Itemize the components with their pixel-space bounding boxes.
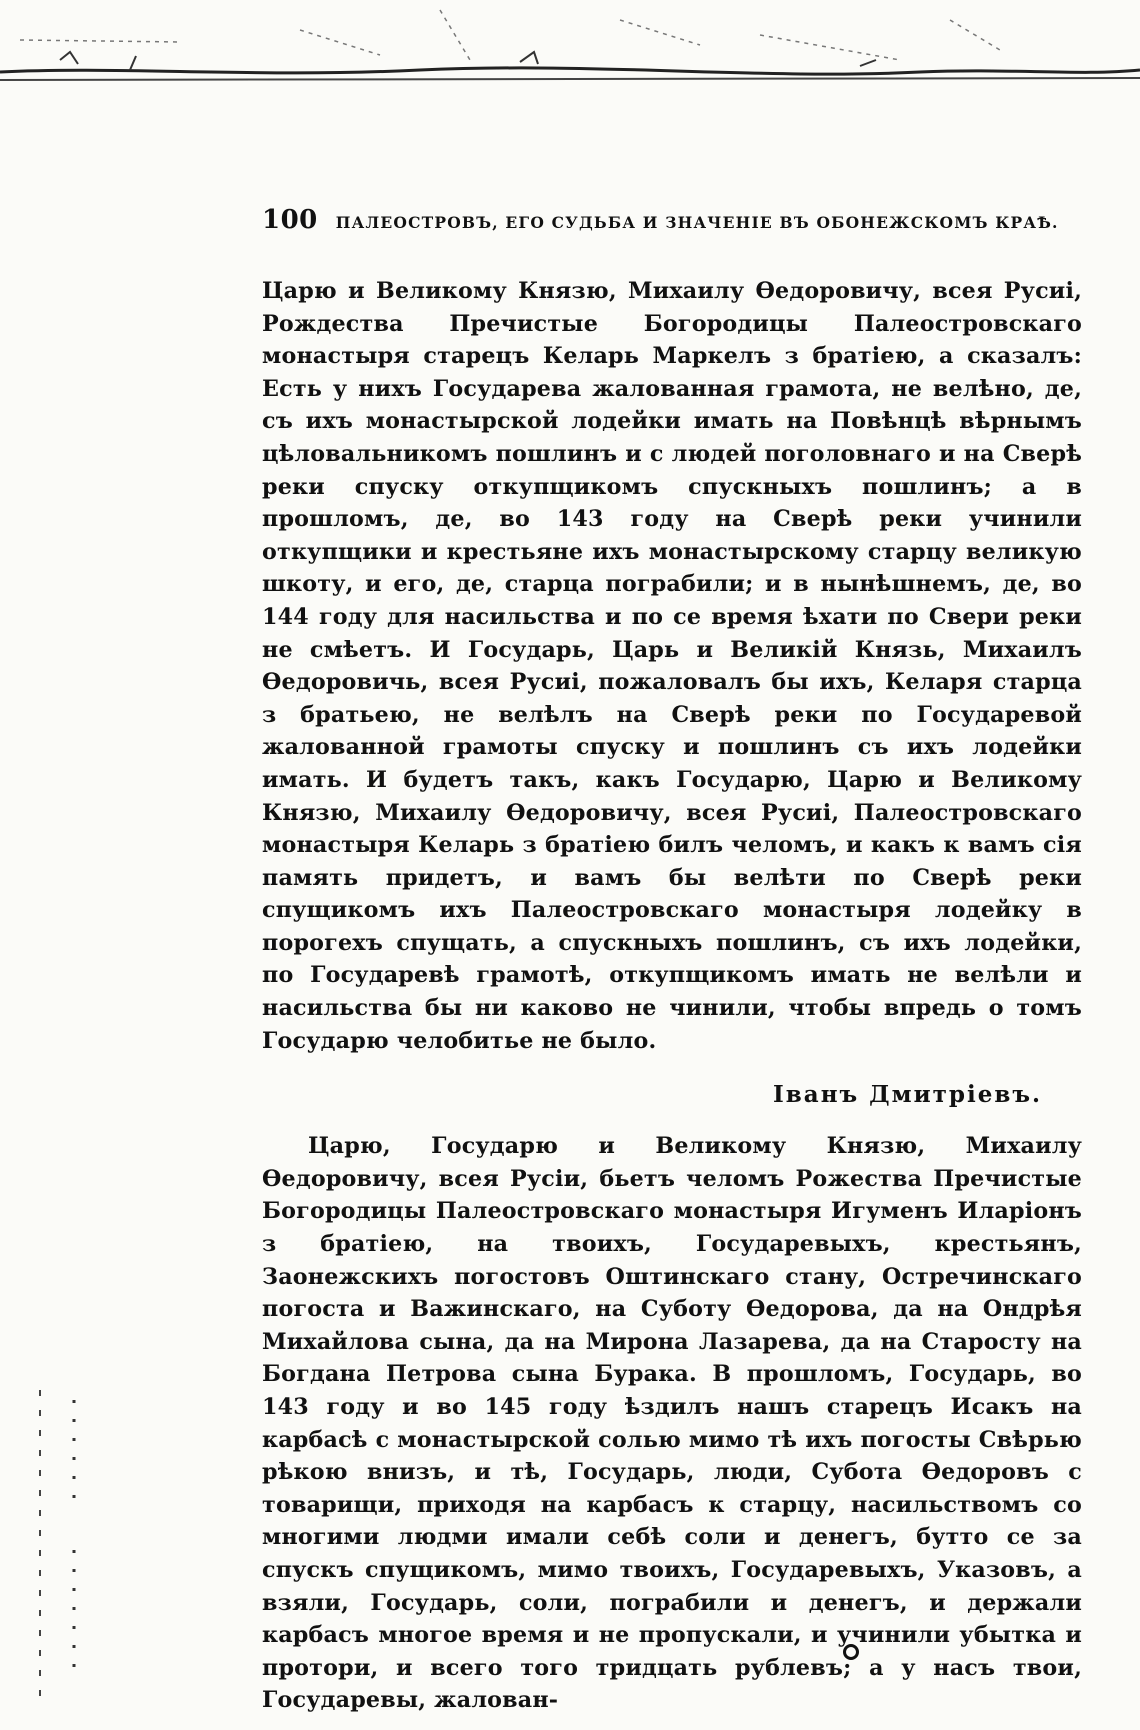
signature: Іванъ Дмитріевъ. xyxy=(773,1081,1042,1109)
document-page xyxy=(262,205,1082,1717)
body-paragraph-2: Царю, Государю и Великому Князю, Михаилу Ѳедоровичу, всея Русіи, бьетъ челомъ Рожества Пречистые Богородицы Палеостровскаго монастыря Игуменъ Иларіонъ з братіею, на твоихъ, Государевыхъ, крестьянъ, Заонежскихъ погостовъ Оштинскаго стану, Остречинскаго погоста и Важинскаго, на Суботу Ѳедорова, да на Ондрѣя Михайлова сына, да на Мирона Лазарева, да на Старосту на Богдана Петрова сына Бурака. В прошломъ, Государь, во 143 году и во 145 году ѣздилъ нашъ старецъ Исакъ на карбасѣ с монастырской солью мимо тѣ ихъ погосты Свѣрью рѣкою внизъ, и тѣ, Государь, люди, Субота Ѳедоровъ с товарищи, приходя на карбасъ к старцу, насильствомъ со многими людми имали себѣ соли и денегъ, бутто се за спускъ спущикомъ, мимо твоихъ, Государевыхъ, Указовъ, а взяли, Государь, соли, пограбили и денегъ, и держали карбасъ многое время и не пропускали, и учинили убытка и протори, и всего того тридцать рублевъ; а у насъ твои, Государевы, жалован- xyxy=(262,1133,1082,1714)
scan-edge-artifact xyxy=(0,0,1140,90)
page-number: 100 xyxy=(262,205,318,235)
scan-margin-artifact xyxy=(0,1380,90,1720)
ink-dot-mark xyxy=(843,1644,859,1660)
body-paragraph-1: Царю и Великому Князю, Михаилу Ѳедоровичу, всея Русиі, Рождества Пречистые Богородицы Палеостровскаго монастыря старецъ Келарь Маркелъ з братіею, а сказалъ: Есть у нихъ Государева жалованная грамота, не велѣно, де, съ ихъ монастырской лодейки имать на Повѣнцѣ вѣрнымъ цѣловальникомъ пошлинъ и с людей поголовнаго и на Сверѣ реки спуску откупщикомъ спускныхъ пошлинъ; а в прошломъ, де, во 143 году на Сверѣ реки учинили откупщики и крестьяне ихъ монастырскому старцу великую шкоту, и его, де, старца пограбили; и в нынѣшнемъ, де, во 144 году для насильства и по се время ѣхати по Свери реки не смѣетъ. И Государь, Царь и Великій Князь, Михаилъ Ѳедоровичь, всея Русиі, пожаловалъ бы ихъ, Келаря старца з братьею, не велѣлъ на Сверѣ реки по Государевой жалованной грамоты спуску и пошлинъ съ ихъ лодейки имать. И будетъ такъ, какъ Государю, Царю и Великому Князю, Михаилу Ѳедоровичу, всея Русиі, Палеостровскаго монастыря Келарь з братіею билъ челомъ, и какъ к вамъ сія память придетъ, и вамъ бы велѣти по Сверѣ реки спущикомъ ихъ Палеостровскаго монастыря лодейку в порогехъ спущать, а спускныхъ пошлинъ, съ ихъ лодейки, по Государевѣ грамотѣ, откупщикомъ имать не велѣли и насильства бы ни каково не чинили, чтобы впредь о томъ Государю челобитье не было. xyxy=(262,278,1082,1054)
running-title: ПАЛЕОСТРОВЪ, ЕГО СУДЬБА И ЗНАЧЕНІЕ ВЪ ОБОНЕЖСКОМЪ КРАѢ. xyxy=(335,213,1059,232)
running-header xyxy=(262,205,1082,235)
